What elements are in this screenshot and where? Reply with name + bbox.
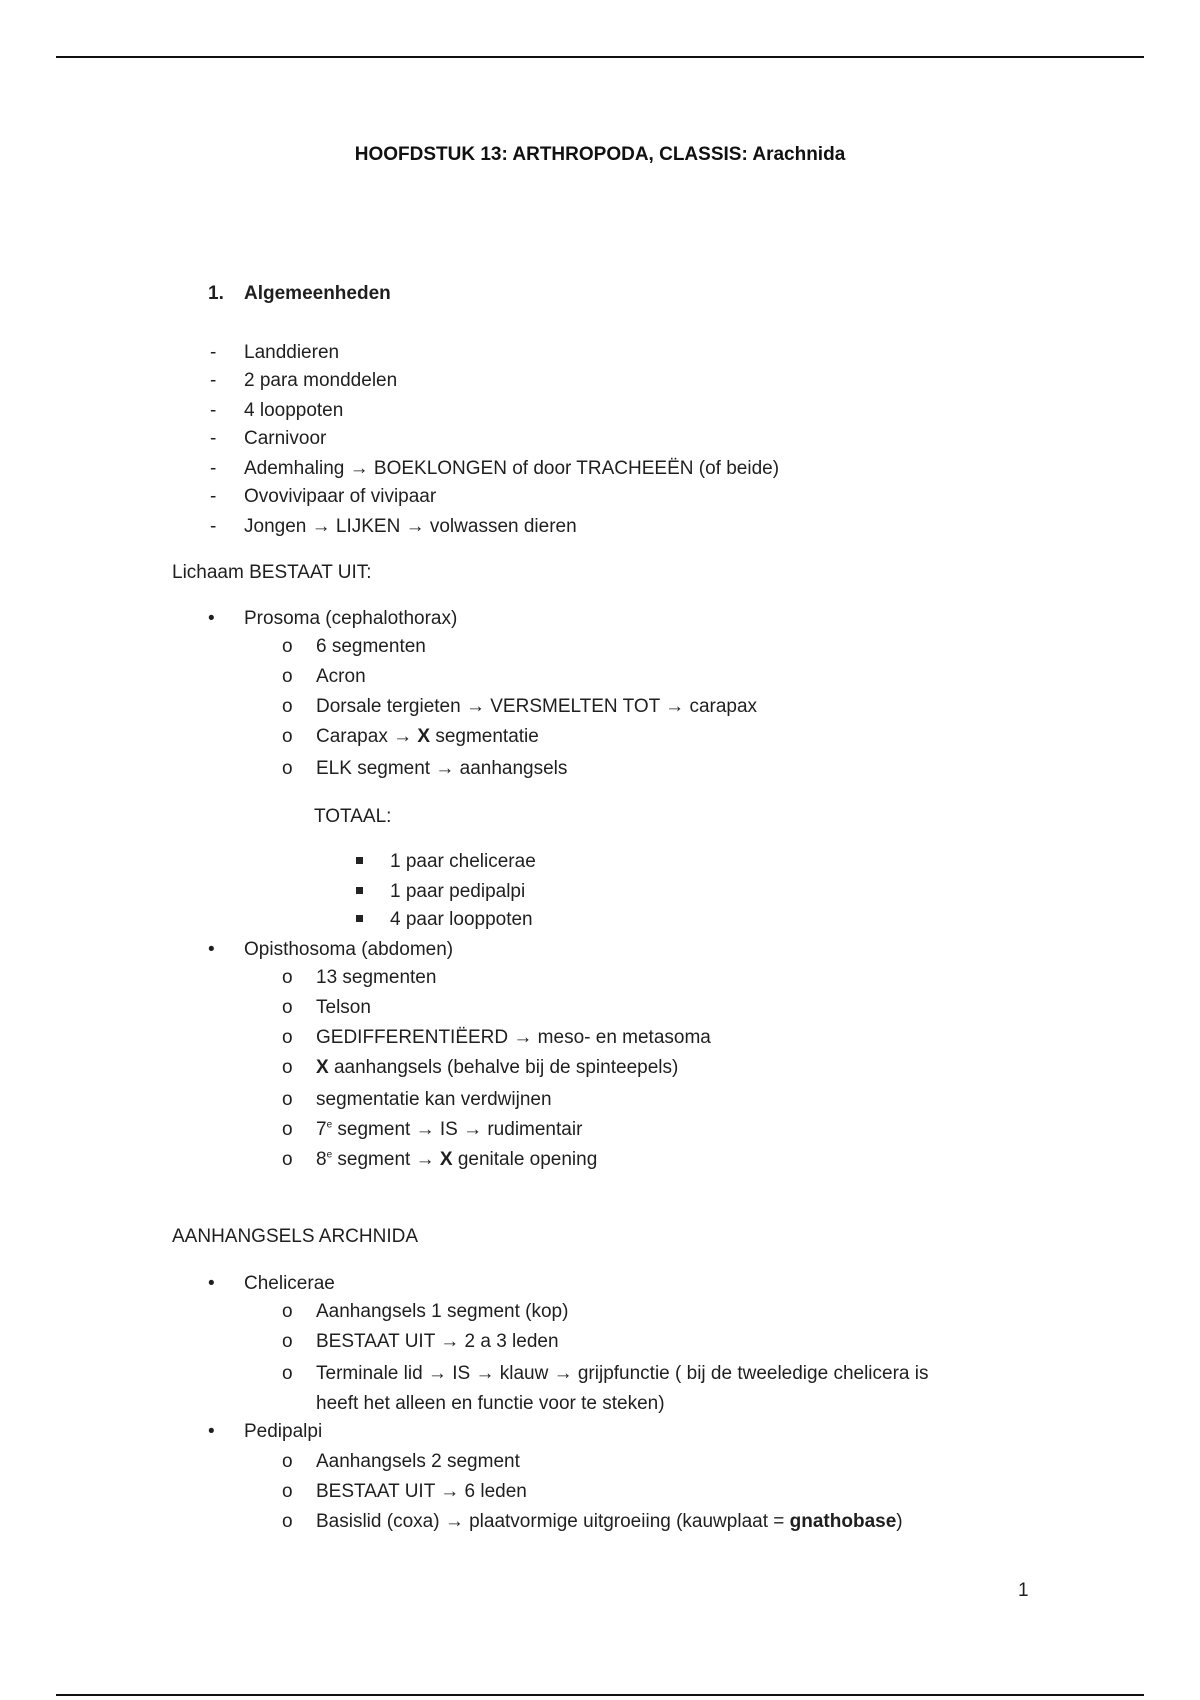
circle-marker: o bbox=[282, 1027, 293, 1048]
x-mark: X bbox=[316, 1057, 329, 1078]
body-heading: Lichaam BESTAAT UIT: bbox=[172, 562, 372, 583]
list-item: 6 segmenten bbox=[316, 636, 426, 657]
section-number: 1. bbox=[208, 283, 224, 304]
list-item: Landdieren bbox=[244, 342, 340, 363]
list-item: 4 looppoten bbox=[244, 400, 344, 421]
list-item bbox=[316, 1510, 903, 1534]
top-rule bbox=[56, 56, 1144, 58]
circle-marker: o bbox=[282, 1363, 293, 1384]
circle-marker: o bbox=[282, 1301, 293, 1322]
seg8-sup: e bbox=[326, 1149, 333, 1161]
bullet-marker: • bbox=[208, 1273, 215, 1294]
dash-marker: - bbox=[210, 370, 217, 391]
list-item: Terminale lid → IS → klauw → grijpfunctie ( bij de tweeledige chelicera is bbox=[316, 1363, 929, 1384]
list-item-continuation: heeft het alleen en functie voor te steken) bbox=[316, 1393, 665, 1414]
carapax-rest: segmentatie bbox=[430, 726, 539, 747]
circle-marker: o bbox=[282, 666, 293, 687]
chelicerae-label: Chelicerae bbox=[244, 1273, 335, 1294]
circle-marker: o bbox=[282, 726, 293, 747]
circle-marker: o bbox=[282, 636, 293, 657]
circle-marker: o bbox=[282, 1089, 293, 1110]
bullet-marker: • bbox=[208, 939, 215, 960]
x-mark: X bbox=[417, 726, 431, 747]
page-title: HOOFDSTUK 13: ARTHROPODA, CLASSIS: Arachnida bbox=[354, 144, 846, 165]
circle-marker: o bbox=[282, 1149, 293, 1170]
list-item: Ovovivipaar of vivipaar bbox=[244, 486, 437, 507]
opisthosoma-label: Opisthosoma (abdomen) bbox=[244, 939, 454, 960]
circle-marker: o bbox=[282, 1481, 293, 1502]
circle-marker: o bbox=[282, 696, 293, 717]
list-item: 1 paar pedipalpi bbox=[390, 881, 526, 902]
list-item: Ademhaling → BOEKLONGEN of door TRACHEEËN (of beide) bbox=[244, 458, 780, 479]
list-item: 13 segmenten bbox=[316, 967, 437, 988]
section-heading: Algemeenheden bbox=[244, 283, 391, 304]
pedipalpi-label: Pedipalpi bbox=[244, 1421, 323, 1442]
dash-marker: - bbox=[210, 400, 217, 421]
circle-marker: o bbox=[282, 997, 293, 1018]
circle-marker: o bbox=[282, 1451, 293, 1472]
circle-marker: o bbox=[282, 967, 293, 988]
list-item: Acron bbox=[316, 666, 366, 687]
aanhangsels-text: aanhangsels (behalve bij de spinteepels) bbox=[328, 1057, 679, 1078]
x-mark: X bbox=[439, 1149, 453, 1170]
seg7-sup: e bbox=[326, 1119, 333, 1131]
list-item: Carnivoor bbox=[244, 428, 327, 449]
dash-marker: - bbox=[210, 486, 217, 507]
circle-marker: o bbox=[282, 1331, 293, 1352]
list-item: BESTAAT UIT → 6 leden bbox=[316, 1481, 527, 1502]
list-item: 1 paar chelicerae bbox=[390, 851, 536, 872]
prosoma-label: Prosoma (cephalothorax) bbox=[244, 608, 458, 629]
circle-marker: o bbox=[282, 1119, 293, 1140]
seg7-rest: segment → IS → rudimentair bbox=[332, 1119, 583, 1140]
square-marker bbox=[356, 908, 363, 932]
seg8-num: 8 bbox=[316, 1149, 327, 1170]
list-item: ELK segment → aanhangsels bbox=[316, 758, 568, 779]
seg8-rest: genitale opening bbox=[452, 1149, 598, 1170]
bullet-marker: • bbox=[208, 608, 215, 629]
circle-marker: o bbox=[282, 1057, 293, 1078]
list-item: Jongen → LIJKEN → volwassen dieren bbox=[244, 516, 577, 537]
list-item: GEDIFFERENTIËERD → meso- en metasoma bbox=[316, 1027, 711, 1048]
bottom-rule bbox=[56, 1694, 1144, 1696]
list-item bbox=[316, 1148, 597, 1172]
gnathobase-term: gnathobase bbox=[789, 1511, 897, 1532]
square-marker bbox=[356, 880, 363, 904]
dash-marker: - bbox=[210, 342, 217, 363]
list-item: Aanhangsels 2 segment bbox=[316, 1451, 520, 1472]
list-item: Aanhangsels 1 segment (kop) bbox=[316, 1301, 569, 1322]
basislid-text: Basislid (coxa) → plaatvormige uitgroeiing (kauwplaat = bbox=[316, 1511, 790, 1532]
square-marker bbox=[356, 850, 363, 874]
seg8-mid: segment → bbox=[332, 1149, 440, 1170]
dash-marker: - bbox=[210, 428, 217, 449]
list-item bbox=[316, 1056, 678, 1080]
appendages-heading: AANHANGSELS ARCHNIDA bbox=[172, 1226, 419, 1247]
list-item: Dorsale tergieten → VERSMELTEN TOT → carapax bbox=[316, 696, 758, 717]
circle-marker: o bbox=[282, 1511, 293, 1532]
seg7-num: 7 bbox=[316, 1119, 327, 1140]
dash-marker: - bbox=[210, 516, 217, 537]
list-item: 4 paar looppoten bbox=[390, 909, 533, 930]
bullet-marker: • bbox=[208, 1421, 215, 1442]
circle-marker: o bbox=[282, 758, 293, 779]
carapax-text: Carapax → bbox=[316, 726, 418, 747]
list-item: segmentatie kan verdwijnen bbox=[316, 1089, 552, 1110]
list-item: 2 para monddelen bbox=[244, 370, 398, 391]
list-item bbox=[316, 1118, 582, 1142]
list-item: BESTAAT UIT → 2 a 3 leden bbox=[316, 1331, 559, 1352]
dash-marker: - bbox=[210, 458, 217, 479]
list-item bbox=[316, 725, 539, 749]
totaal-label: TOTAAL: bbox=[314, 806, 392, 827]
basislid-end: ) bbox=[896, 1511, 903, 1532]
page-number: 1 bbox=[1018, 1580, 1029, 1601]
list-item: Telson bbox=[316, 997, 371, 1018]
